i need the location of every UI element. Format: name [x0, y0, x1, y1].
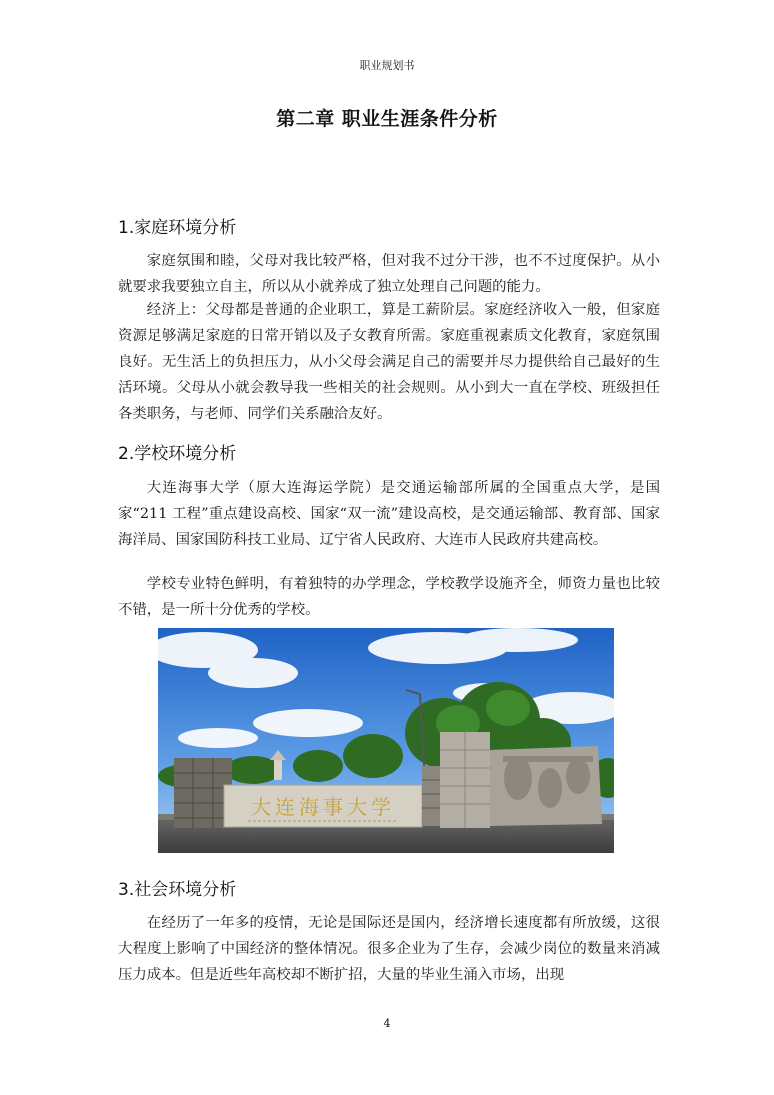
paragraph-school-2: 学校专业特色鲜明，有着独特的办学理念，学校教学设施齐全，师资力量也比较不错，是一所十分优秀的学校。 — [118, 576, 660, 618]
page-header: 职业规划书 — [359, 59, 415, 72]
campus-gate-illustration — [158, 628, 614, 853]
paragraph-society-1: 在经历了一年多的疫情，无论是国际还是国内，经济增长速度都有所放缓，这很大程度上影响了中国经济的整体情况。很多企业为了生存，会减少岗位的数量来消减压力成本。但是近些年高校却不断扩招，大量的毕业生涌入市场，出现 — [118, 915, 660, 983]
paragraph-family-1: 家庭氛围和睦，父母对我比较严格，但对我不过分干涉，也不不过度保护。从小就要求我要独立自主，所以从小就养成了独立处理自己问题的能力。 — [118, 253, 660, 295]
paragraph-school-1: 大连海事大学（原大连海运学院）是交通运输部所属的全国重点大学，是国家“211 工程”重点建设高校、国家“双一流”建设高校，是交通运输部、教育部、国家海洋局、国家国防科技工业局、辽宁省人民政府、大连市人民政府共建高校。 — [118, 480, 660, 548]
section-heading-society: 3.社会环境分析 — [118, 880, 237, 900]
paragraph-family-2: 经济上：父母都是普通的企业职工，算是工薪阶层。家庭经济收入一般，但家庭资源足够满足家庭的日常开销以及子女教育所需。家庭重视素质文化教育，家庭氛围良好。无生活上的负担压力，从小父母会满足自己的需要并尽力提供给自己最好的生活环境。父母从小就会教导我一些相关的社会规则。从小到大一直在学校、班级担任各类职务，与老师、同学们关系融洽友好。 — [118, 302, 660, 422]
section-heading-family: 1.家庭环境分析 — [118, 218, 237, 238]
campus-gate-photo — [158, 628, 614, 853]
page-number: 4 — [383, 1017, 391, 1030]
section-heading-school: 2.学校环境分析 — [118, 444, 237, 464]
chapter-title: 第二章 职业生涯条件分析 — [276, 108, 498, 130]
gate-inscription: 大连海事大学 — [251, 795, 395, 819]
